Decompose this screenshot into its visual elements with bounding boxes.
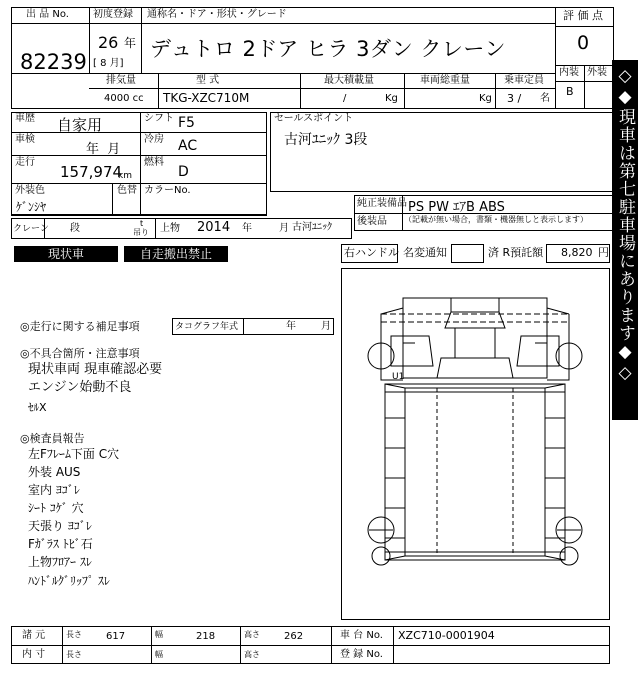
shift-value: F5 (178, 115, 195, 131)
fuel-value: D (178, 164, 189, 180)
defects-title: ◎不具合箇所・注意事項 (20, 347, 140, 360)
upper-year-unit: 年 (242, 223, 252, 234)
inspector-line: Fｶﾞﾗｽ ﾄﾋﾞ石 (28, 537, 93, 551)
color-code-label: カラーNo. (144, 185, 191, 196)
crane-ton-unit: t (140, 219, 144, 228)
crane-label: クレーン (13, 224, 49, 234)
recycle-unit: 円 (598, 246, 609, 259)
divider (393, 626, 394, 664)
sales-point-label: セールスポイント (274, 113, 354, 124)
model-value: TKG-XZC710M (163, 91, 250, 105)
divider (89, 7, 90, 73)
divider (11, 132, 267, 133)
defect-line: 現状車両 現車確認必要 (28, 362, 163, 377)
divider (11, 23, 555, 24)
tacho-label: タコグラフ年式 (175, 322, 239, 332)
divider (151, 626, 152, 664)
color-change-label: 色替 (117, 185, 137, 196)
steering-value: 右ハンドル (344, 246, 399, 259)
length-value: 617 (106, 631, 126, 642)
divider (404, 73, 405, 109)
upper-month-unit: 月 (279, 223, 289, 234)
current-condition-badge: 現状車 (14, 246, 118, 262)
inspector-line: ﾊﾝﾄﾞﾙｸﾞﾘｯﾌﾟ ｽﾚ (28, 574, 110, 588)
ext-color-label: 外装色 (15, 185, 45, 196)
car-name-label: 通称名・ドア・形状・グレード (147, 9, 287, 20)
gross-weight-label: 車両総重量 (420, 75, 470, 86)
capacity-label: 乗車定員 (504, 75, 544, 86)
upper-label: 上物 (160, 223, 180, 234)
length-label: 長さ (66, 630, 82, 639)
mileage-value: 157,974 (60, 163, 123, 181)
ext-color-frame (11, 183, 267, 215)
divider (300, 73, 301, 109)
chassis-value: XZC710-0001904 (398, 629, 495, 642)
registration-year: 26 (98, 33, 119, 52)
upper-maker: 古河ﾕﾆｯｸ (292, 222, 332, 233)
inner-width-label: 幅 (155, 650, 163, 659)
divider (112, 183, 113, 215)
ext-color-value: ｹﾞﾝｼﾔ (16, 200, 47, 214)
shift-label: シフト (144, 113, 174, 124)
width-value: 218 (196, 631, 216, 642)
recycle-label: 済 R預託額 (488, 246, 544, 259)
tacho-year-unit: 年 (286, 321, 296, 332)
max-load-slash: / (343, 93, 347, 104)
inspection-value: 年 月 (86, 142, 121, 157)
name-change-box (451, 244, 484, 263)
grade-value: 0 (577, 32, 590, 54)
no-self-drive-badge: 自走搬出禁止 (124, 246, 228, 262)
exterior-grade-label: 外装 (587, 67, 607, 78)
inspector-line: 室内 ﾖｺﾞﾚ (28, 483, 80, 497)
inspector-line: ｼｰﾄ ｺｹﾞ 穴 (28, 501, 84, 515)
displacement-value: 4000 cc (104, 93, 144, 104)
divider (243, 318, 244, 335)
recycle-value: 8,820 (561, 246, 593, 259)
damage-mark: U1 (392, 372, 405, 382)
aftermarket-label: 後装品 (357, 216, 387, 227)
model-label: 型 式 (196, 75, 220, 86)
drive-notes-title: ◎走行に関する補足事項 (20, 320, 140, 333)
lot-label: 出 品 No. (26, 9, 69, 20)
divider (331, 626, 332, 664)
crane-stage-unit: 段 (70, 223, 80, 234)
divider (11, 73, 555, 74)
name-change-label: 名変通知 (403, 246, 447, 259)
aircon-label: 冷房 (144, 134, 164, 145)
crane-lift-unit: 吊り (133, 228, 149, 237)
equipment-label: 純正装備品 (357, 198, 407, 209)
max-load-unit: Kg (385, 93, 398, 104)
displacement-label: 排気量 (106, 75, 136, 86)
aircon-value: AC (178, 138, 198, 154)
inspector-title: ◎検査員報告 (20, 432, 85, 445)
divider (555, 26, 614, 27)
dimensions-label: 諸 元 (22, 630, 46, 641)
divider (495, 73, 496, 109)
history-value: 自家用 (57, 116, 103, 134)
width-label: 幅 (155, 630, 163, 639)
inner-height-label: 高さ (244, 650, 260, 659)
divider (158, 73, 159, 109)
divider (11, 155, 267, 156)
interior-grade-value: B (566, 85, 574, 98)
tacho-month-unit: 月 (321, 321, 331, 332)
gross-weight-unit: Kg (479, 93, 492, 104)
truck-diagram (341, 268, 610, 620)
mileage-label: 走行 (15, 157, 35, 168)
inspection-label: 車検 (15, 134, 35, 145)
divider (555, 7, 556, 109)
grade-label: 評 価 点 (563, 9, 603, 22)
inspector-line: 左Fﾌﾚｰﾑ下面 C穴 (28, 447, 120, 461)
fuel-label: 燃料 (144, 157, 164, 168)
mileage-unit: km (118, 171, 132, 181)
divider (11, 645, 610, 646)
defect-line: ｾﾙX (28, 401, 47, 414)
history-label: 車歴 (15, 113, 35, 124)
inner-dimensions-label: 内 寸 (22, 649, 46, 660)
height-label: 高さ (244, 630, 260, 639)
inspector-line: 外装 AUS (28, 465, 81, 479)
chassis-label: 車 台 No. (340, 630, 383, 641)
max-load-label: 最大積載量 (324, 75, 374, 86)
lot-number: 82239 (20, 50, 87, 74)
capacity-unit: 名 (540, 93, 550, 104)
sales-point-value: 古河ﾕﾆｯｸ 3段 (284, 132, 368, 148)
capacity-value: 3 / (507, 92, 522, 105)
inspector-line: 上物ﾌﾛｱｰ ｽﾚ (28, 555, 92, 569)
inner-length-label: 長さ (66, 650, 82, 659)
equipment-value: PS PW ｴｱB ABS (408, 200, 505, 215)
car-name: デュトロ 2ドア ヒラ 3ダン クレーン (150, 37, 506, 61)
divider (141, 7, 142, 73)
divider (584, 65, 585, 109)
defect-line: エンジン始動不良 (28, 380, 132, 395)
registration-month: [ 8 月] (93, 58, 124, 69)
inspector-line: 天張り ﾖｺﾞﾚ (28, 519, 92, 533)
divider (62, 626, 63, 664)
aftermarket-note: （記載が無い場合，書類・機器無しと表示します） (404, 215, 588, 224)
divider (240, 626, 241, 664)
registration-label: 登 録 No. (340, 649, 383, 660)
parking-notice-text: ◇◆現車は第七駐車場にあります◆◇ (615, 66, 635, 384)
first-registration-label: 初度登録 (93, 9, 133, 20)
interior-grade-label: 内装 (559, 67, 579, 78)
divider (155, 218, 156, 239)
parking-notice-banner (612, 60, 638, 420)
height-value: 262 (284, 631, 304, 642)
upper-year: 2014 (197, 220, 231, 235)
registration-year-unit: 年 (124, 36, 137, 50)
